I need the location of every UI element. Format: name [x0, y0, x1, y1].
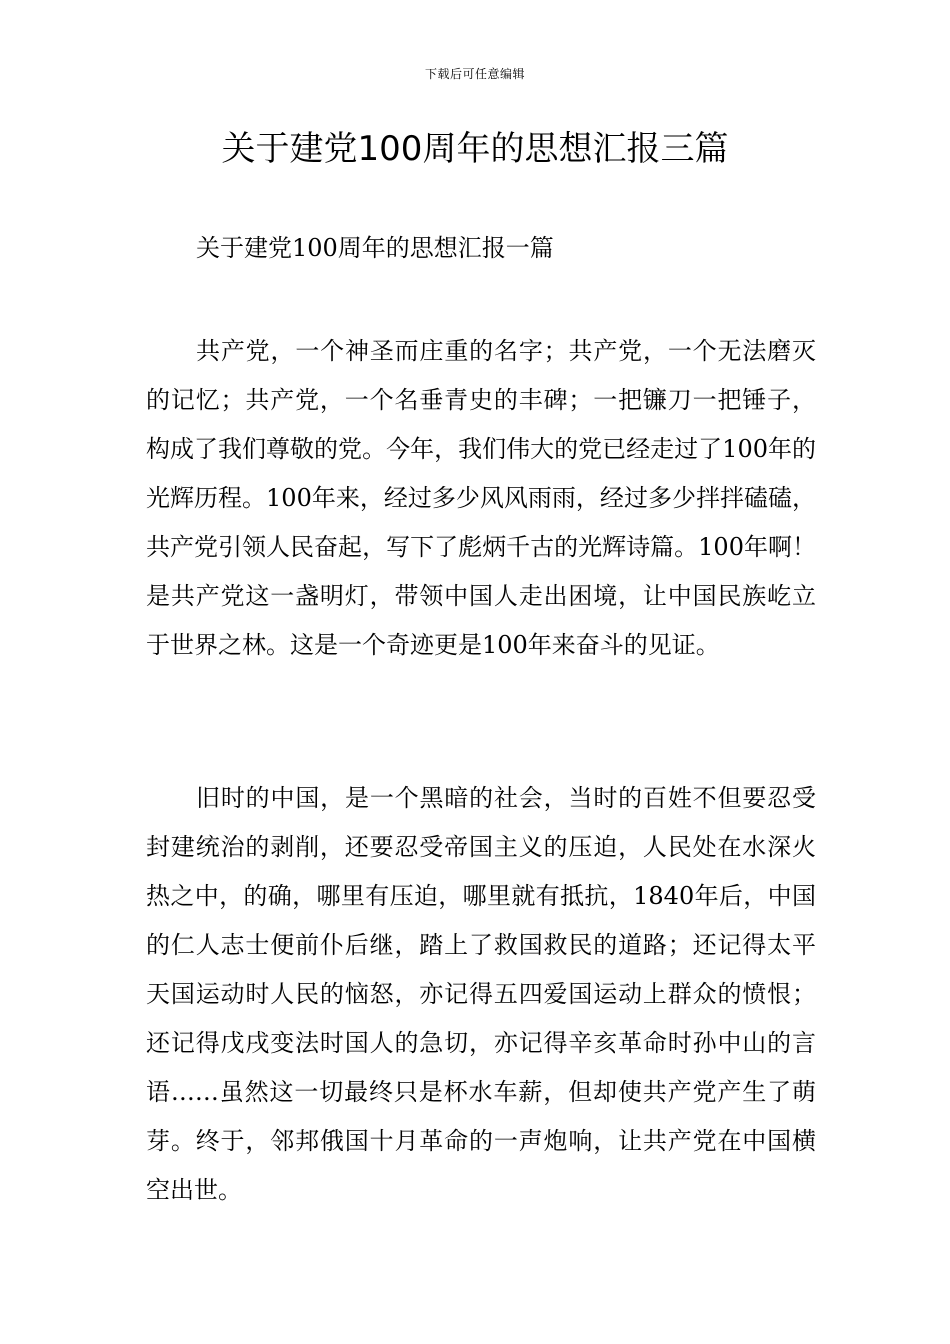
section-title: 关于建党100周年的思想汇报一篇: [196, 234, 554, 262]
body-paragraph: 旧时的中国，是一个黑暗的社会，当时的百姓不但要忍受封建统治的剥削，还要忍受帝国主义的压迫，人民处在水深火热之中，的确，哪里有压迫，哪里就有抵抗，1840年后，中国的仁人志士便前仆后继，踏上了救国救民的道路；还记得太平天国运动时人民的恼怒，亦记得五四爱国运动上群众的愤恨；还记得戊戌变法时国人的急切，亦记得辛亥革命时孙中山的言语……虽然这一切最终只是杯水车薪，但却使共产党产生了萌芽。终于，邻邦俄国十月革命的一声炮响，让共产党在中国横空出世。: [146, 784, 816, 1204]
body-paragraph: 共产党，一个神圣而庄重的名字；共产党，一个无法磨灭的记忆；共产党，一个名垂青史的丰碑；一把镰刀一把锤子，构成了我们尊敬的党。今年，我们伟大的党已经走过了100年的光辉历程。100年来，经过多少风风雨雨，经过多少拌拌磕磕，共产党引领人民奋起，写下了彪炳千古的光辉诗篇。100年啊！是共产党这一盏明灯，带领中国人走出困境，让中国民族屹立于世界之林。这是一个奇迹更是100年来奋斗的见证。: [146, 337, 816, 659]
header-note: 下载后可任意编辑: [424, 67, 525, 81]
document-title: 关于建党100周年的思想汇报三篇: [221, 129, 729, 169]
